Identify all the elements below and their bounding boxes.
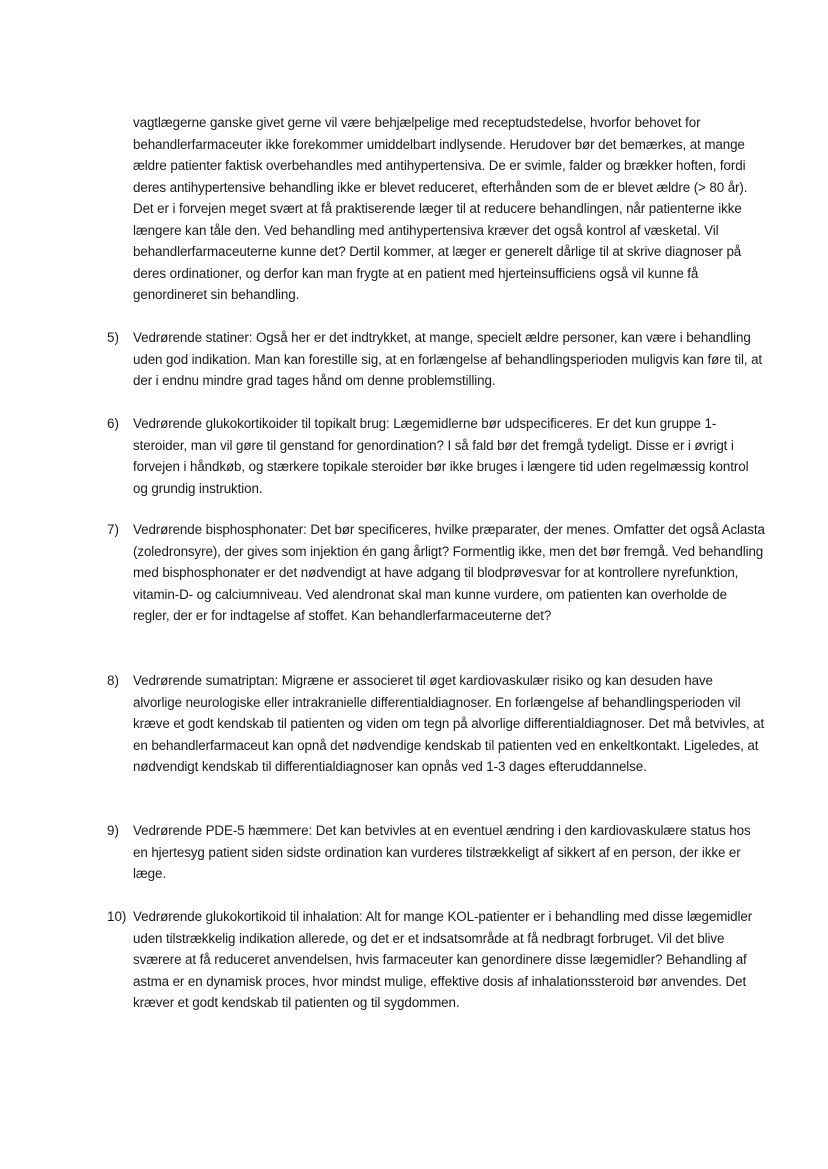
item-number: 5) <box>107 330 119 345</box>
item-text: Vedrørende glukokortikoid til inhalation: Alt for mange KOL-patienter er i behandling med disse lægemidler uden tilstrækkelig indikation allerede, og det er et indsatsområde at få nedbragt forbruget. Vil det blive sværere at få reduceret anvendelsen, hvis farmaceuter kan genordinere disse lægemidler? Behandling af astma er en dynamisk proces, hvor mindst mulige, effektive dosis af inhalationssteroid bør anvendes. Det kræver et godt kendskab til patienten og til sygdommen. <box>133 909 753 1010</box>
item-number: 10) <box>107 909 127 924</box>
item-number: 7) <box>107 522 119 537</box>
item-text: Vedrørende PDE-5 hæmmere: Det kan betvivles at en eventuel ændring i den kardiovaskulære status hos en hjertesyg patient siden sidste ordination kan vurderes tilstrækkeligt af sikkert af en person, der ikke er læge. <box>133 823 751 881</box>
item-text: Vedrørende sumatriptan: Migræne er associeret til øget kardiovaskulær risiko og kan desuden have alvorlige neurologiske eller intrakranielle differentialdiagnoser. En forlængelse af behandlingsperioden vil kræve et godt kendskab til patienten og viden om tegn på alvorlige differentialdiagnoser. Det må betvivles, at en behandlerfarmaceut kan opnå det nødvendige kendskab til patienten ved en enkeltkontakt. Ligeledes, at nødvendigt kendskab til differentialdiagnoser kan opnås ved 1-3 dages efteruddannelse. <box>133 673 765 774</box>
item-text: Vedrørende glukokortikoider til topikalt brug: Lægemidlerne bør udspecificeres. Er det kun gruppe 1-steroider, man vil gøre til genstand for genordination? I så fald bør det fremgå tydeligt. Disse er i øvrigt i forvejen i håndkøb, og stærkere topikale steroider bør ikke bruges i længere tid uden regelmæssig kontrol og grundig instruktion. <box>133 416 749 496</box>
item-text: Vedrørende bisphosphonater: Det bør specificeres, hvilke præparater, der menes. Omfatter det også Aclasta (zoledronsyre), der gives som injektion én gang årligt? Formentlig ikke, men det bør fremgå. Ved behandling med bisphosphonater er det nødvendigt at have adgang til blodprøvesvar for at kontrollere nyrefunktion, vitamin-D- og calciumniveau. Ved alendronat skal man kunne vurdere, om patienten kan overholde de regler, der er for indtagelse af stoffet. Kan behandlerfarmaceuterne det? <box>133 522 765 623</box>
item-text: Vedrørende statiner: Også her er det indtrykket, at mange, specielt ældre personer, kan være i behandling uden god indikation. Man kan forestille sig, at en forlængelse af behandlingsperioden muligvis kan føre til, at der i endnu mindre grad tages hånd om denne problemstilling. <box>133 330 763 388</box>
item-number: 8) <box>107 673 119 688</box>
item-number: 9) <box>107 823 119 838</box>
item-number: 6) <box>107 416 119 431</box>
intro-paragraph: vagtlægerne ganske givet gerne vil være behjælpelige med receptudstedelse, hvorfor behovet for behandlerfarmaceuter ikke forekommer umiddelbart indlysende. Herudover bør det bemærkes, at mange ældre patienter faktisk overbehandles med antihypertensiva. De er svimle, falder og brækker hoften, fordi deres antihypertensive behandling ikke er blevet reduceret, efterhånden som de er blevet ældre (> 80 år). Det er i forvejen meget svært at få praktiserende læger til at reducere behandlingen, når patienterne ikke længere kan tåle den. Ved behandling med antihypertensiva kræver det også kontrol af væsketal. Vil behandlerfarmaceuterne kunne det? Dertil kommer, at læger er generelt dårlige til at skrive diagnoser på deres ordinationer, og derfor kan man frygte at en patient med hjerteinsufficiens også vil kunne få genordineret sin behandling. <box>133 115 748 302</box>
